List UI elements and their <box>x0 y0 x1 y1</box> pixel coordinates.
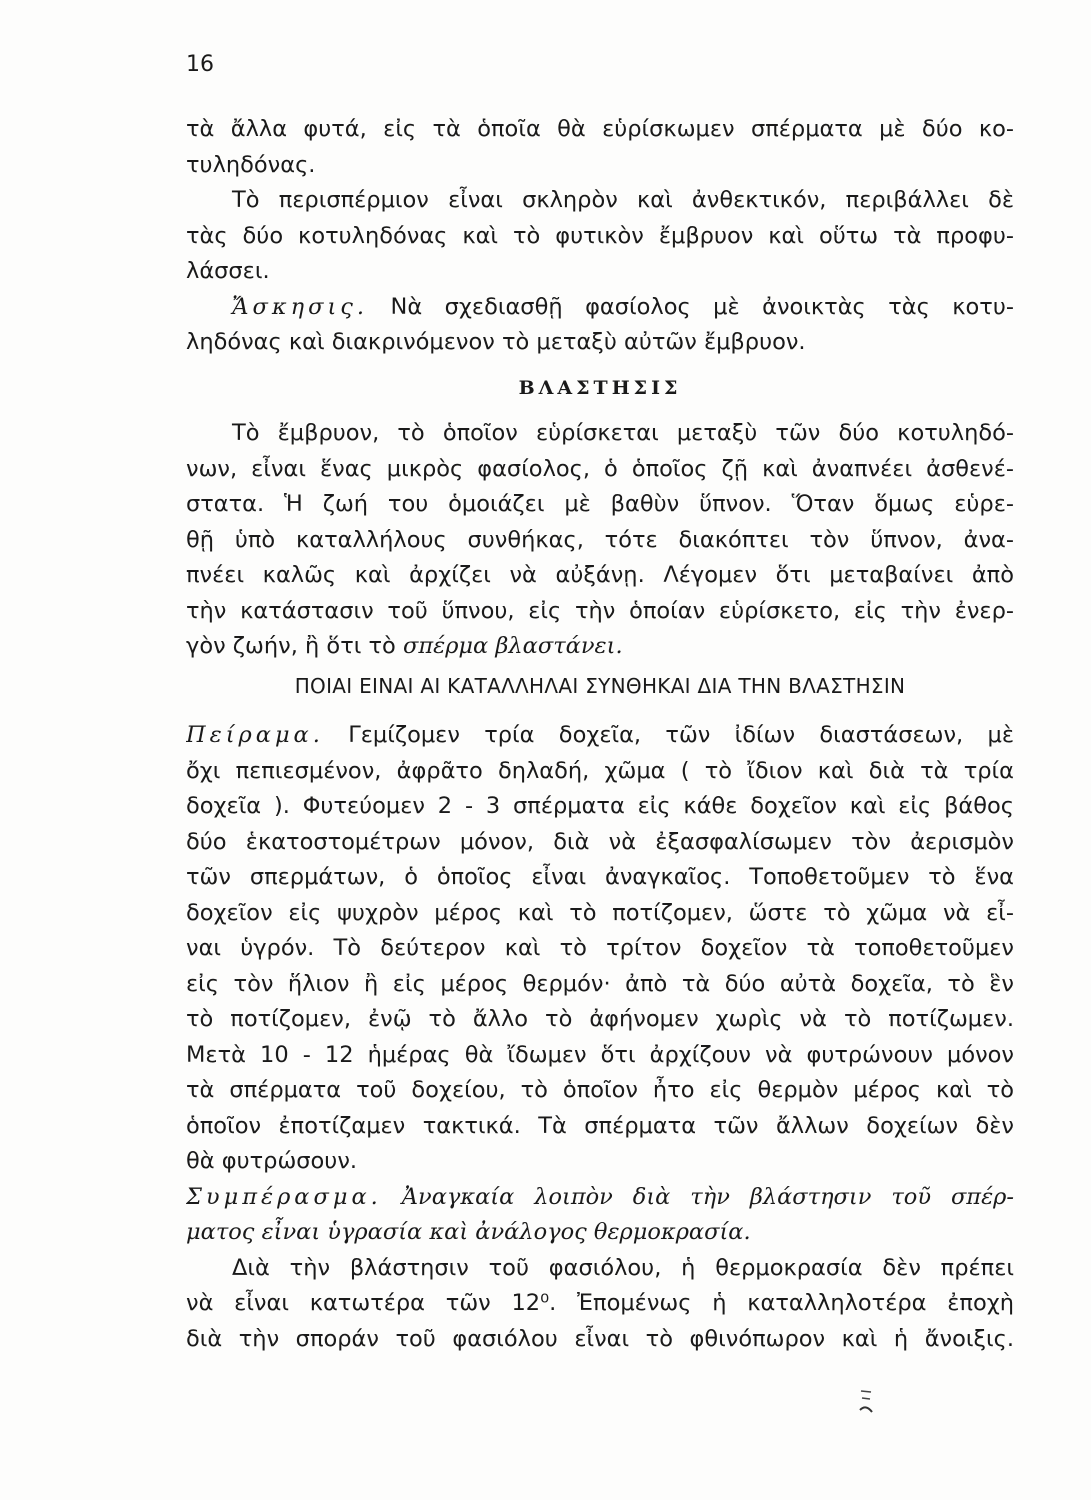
text-line: τὰ ἄλλα φυτά, εἰς τὰ ὁποῖα θὰ εὑρίσκωμεν σπέρματα μὲ δύο κο- <box>186 116 1014 142</box>
text-line <box>186 290 1014 326</box>
text-line: δύο ἑκατοστομέτρων μόνον, διὰ νὰ ἐξασφαλίσωμεν τὸν ἀερισμὸν <box>186 828 1014 855</box>
text-line <box>186 629 1014 665</box>
paragraph-exercise <box>186 290 1014 361</box>
text-line: Τὸ περισπέρμιον εἶναι σκληρὸν καὶ ἀνθεκτικόν, περιβάλλει δὲ <box>232 187 1014 213</box>
printer-mark-icon <box>858 1388 874 1418</box>
text-line: πνέει καλῶς καὶ ἀρχίζει νὰ αὐξάνῃ. Λέγομεν ὅτι μεταβαίνει ἀπὸ <box>186 562 1014 588</box>
experiment-label: Πείραμα. <box>186 722 324 748</box>
text-line: δοχεῖα ). Φυτεύομεν 2 - 3 σπέρματα εἰς κάθε δοχεῖον καὶ εἰς βάθος <box>186 793 1014 819</box>
text-line: ὄχι πεπιεσμένον, ἀφρᾶτο δηλαδή, χῶμα ( τὸ ἴδιον καὶ διὰ τὰ τρία <box>186 757 1014 784</box>
text-line: τὰ σπέρματα τοῦ δοχείου, τὸ ὁποῖον ἦτο εἰς θερμὸν μέρος καὶ τὸ <box>186 1077 1014 1103</box>
text-line: τὸ ποτίζομεν, ἐνῷ τὸ ἄλλο τὸ ἀφήνομεν χωρὶς νὰ τὸ ποτίζωμεν. <box>186 1006 1014 1032</box>
text-line: θὰ φυτρώσουν. <box>186 1148 358 1174</box>
text-line: ναι ὑγρόν. Τὸ δεύτερον καὶ τὸ τρίτον δοχεῖον τὰ τοποθετοῦμεν <box>186 935 1014 961</box>
conclusion-text: Ἀναγκαία λοιπὸν διὰ τὴν βλάστησιν τοῦ σπέρ- <box>401 1183 1014 1210</box>
text-line: νὰ εἶναι κατωτέρα τῶν 12⁰. Ἐπομένως ἡ καταλληλοτέρα ἐποχὴ <box>186 1290 1014 1316</box>
text-line: τυληδόνας. <box>186 151 316 178</box>
text-line: θῇ ὑπὸ καταλλήλους συνθήκας, τότε διακόπτει τὸν ὕπνον, ἀνα- <box>186 526 1014 553</box>
text-line: Διὰ τὴν βλάστησιν τοῦ φασιόλου, ἡ θερμοκρασία δὲν πρέπει <box>232 1254 1014 1281</box>
text-line: Τὸ ἔμβρυον, τὸ ὁποῖον εὑρίσκεται μεταξὺ τῶν δύο κοτυληδό- <box>232 420 1014 446</box>
text-line: Μετὰ 10 - 12 ἡμέρας θὰ ἴδωμεν ὅτι ἀρχίζουν νὰ φυτρώνουν μόνον <box>186 1041 1014 1068</box>
paragraph-temperature <box>186 1251 1014 1358</box>
text-line: ματος εἶναι ὑγρασία καὶ ἀνάλογος θερμοκρασία. <box>186 1219 751 1245</box>
page-number: 16 <box>186 52 214 77</box>
paragraph-conclusion <box>186 1180 1014 1251</box>
paragraph-embryo <box>186 416 1014 665</box>
text-line: διὰ τὴν σποράν τοῦ φασιόλου εἶναι τὸ φθινόπωρον καὶ ἡ ἄνοιξις. <box>186 1325 1014 1352</box>
exercise-label: Ἄσκησις. <box>232 293 369 320</box>
paragraph-perisperm <box>186 183 1014 290</box>
italic-phrase: σπέρμα βλαστάνει. <box>402 633 623 659</box>
conclusion-label: Συμπέρασμα. <box>186 1183 382 1210</box>
section-heading: ΒΛΑΣΤΗΣΙΣ <box>518 376 682 399</box>
text-line <box>186 718 1014 754</box>
text-line: τὴν κατάστασιν τοῦ ὕπνου, εἰς τὴν ὁποίαν εὑρίσκετο, εἰς τὴν ἐνερ- <box>186 597 1014 624</box>
paragraph-experiment <box>186 718 1014 1180</box>
experiment-text: Γεμίζομεν τρία δοχεῖα, τῶν ἰδίων διαστάσεων, μὲ <box>348 722 1014 748</box>
text-line: νων, εἶναι ἕνας μικρὸς φασίολος, ὁ ὁποῖος ζῇ καὶ ἀναπνέει ἀσθενέ- <box>186 455 1014 482</box>
text-segment: γὸν ζωήν, ἢ ὅτι τὸ <box>186 633 396 659</box>
text-line: δοχεῖον εἰς ψυχρὸν μέρος καὶ τὸ ποτίζομεν, ὥστε τὸ χῶμα νὰ εἶ- <box>186 899 1014 926</box>
text-line: τὰς δύο κοτυληδόνας καὶ τὸ φυτικὸν ἔμβρυον καὶ οὕτω τὰ προφυ- <box>186 222 1014 249</box>
paragraph-seeds <box>186 112 1014 183</box>
subsection-heading: ΠΟΙΑΙ ΕΙΝΑΙ ΑΙ ΚΑΤΑΛΛΗΛΑΙ ΣΥΝΘΗΚΑΙ ΔΙΑ ΤΗΝ ΒΛΑΣΤΗΣΙΝ <box>294 673 906 698</box>
text-line: λάσσει. <box>186 258 270 284</box>
text-line: ὁποῖον ἐποτίζαμεν τακτικά. Τὰ σπέρματα τῶν ἄλλων δοχείων δὲν <box>186 1112 1014 1139</box>
text-line: στατα. Ἡ ζωή του ὁμοιάζει μὲ βαθὺν ὕπνον. Ὅταν ὅμως εὑρε- <box>186 491 1014 517</box>
exercise-text: Νὰ σχεδιασθῇ φασίολος μὲ ἀνοικτὰς τὰς κοτυ- <box>390 293 1014 320</box>
text-line: ληδόνας καὶ διακρινόμενον τὸ μεταξὺ αὐτῶν ἔμβρυον. <box>186 329 806 355</box>
text-line: τῶν σπερμάτων, ὁ ὁποῖος εἶναι ἀναγκαῖος. Τοποθετοῦμεν τὸ ἕνα <box>186 864 1014 890</box>
body-text <box>186 112 1014 1357</box>
text-line: εἰς τὸν ἥλιον ἢ εἰς μέρος θερμόν· ἀπὸ τὰ δύο αὐτὰ δοχεῖα, τὸ ἓν <box>186 970 1014 997</box>
text-line <box>186 1180 1014 1216</box>
